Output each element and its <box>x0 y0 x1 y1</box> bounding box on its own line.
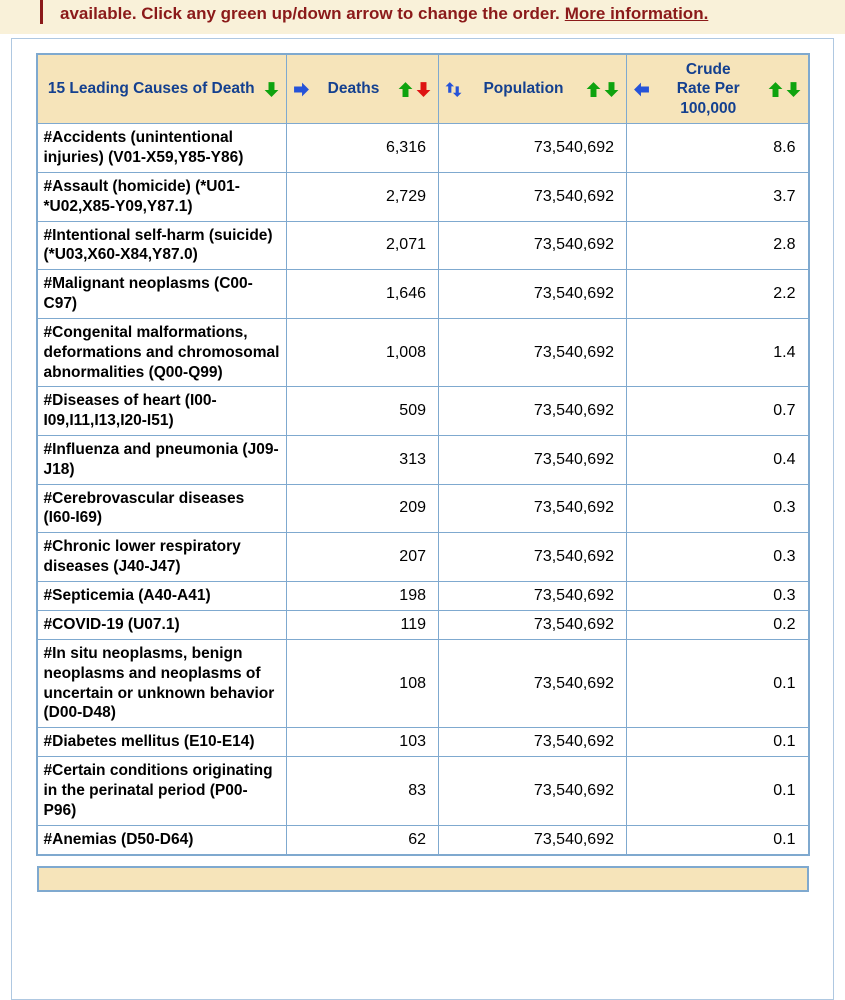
cause-cell: #Influenza and pneumonia (J09-J18) <box>37 435 287 484</box>
table-row <box>37 639 809 727</box>
deaths-cell: 313 <box>287 435 439 484</box>
table-row <box>37 610 809 639</box>
sort-deaths-descending-icon[interactable] <box>415 81 432 98</box>
move-rate-column-left-icon[interactable] <box>633 81 650 98</box>
deaths-cell: 209 <box>287 484 439 533</box>
deaths-cell: 509 <box>287 387 439 436</box>
table-row <box>37 221 809 270</box>
rate-cell: 2.2 <box>627 270 809 319</box>
population-cell: 73,540,692 <box>439 825 627 855</box>
deaths-cell: 198 <box>287 581 439 610</box>
population-cell: 73,540,692 <box>439 435 627 484</box>
deaths-cell: 6,316 <box>287 124 439 173</box>
sort-population-ascending-icon[interactable] <box>585 81 602 98</box>
deaths-cell: 108 <box>287 639 439 727</box>
swap-population-column-icon[interactable] <box>445 81 462 98</box>
table-row <box>37 172 809 221</box>
population-header-label: Population <box>483 80 564 98</box>
cause-cell: #Certain conditions originating in the perinatal period (P00-P96) <box>37 757 287 825</box>
header-causes <box>37 54 287 124</box>
sort-rate-ascending-icon[interactable] <box>767 81 784 98</box>
cause-cell: #Congenital malformations, deformations and chromosomal abnormalities (Q00-Q99) <box>37 318 287 386</box>
results-panel <box>11 38 834 1000</box>
rate-cell: 0.3 <box>627 533 809 582</box>
population-cell: 73,540,692 <box>439 728 627 757</box>
population-cell: 73,540,692 <box>439 484 627 533</box>
next-section-strip <box>37 866 809 892</box>
rate-cell: 8.6 <box>627 124 809 173</box>
cause-cell: #COVID-19 (U07.1) <box>37 610 287 639</box>
cause-cell: #Diseases of heart (I00-I09,I11,I13,I20-I51) <box>37 387 287 436</box>
rate-cell: 0.3 <box>627 484 809 533</box>
rate-cell: 1.4 <box>627 318 809 386</box>
rate-cell: 0.7 <box>627 387 809 436</box>
population-cell: 73,540,692 <box>439 270 627 319</box>
deaths-cell: 2,729 <box>287 172 439 221</box>
cause-cell: #Accidents (unintentional injuries) (V01-X59,Y85-Y86) <box>37 124 287 173</box>
table-row <box>37 757 809 825</box>
population-cell: 73,540,692 <box>439 318 627 386</box>
cause-cell: #Chronic lower respiratory diseases (J40-J47) <box>37 533 287 582</box>
table-row <box>37 124 809 173</box>
crude-rate-header-label: Crude Rate Per 100,000 <box>676 61 740 117</box>
rate-cell: 0.2 <box>627 610 809 639</box>
sort-causes-descending-icon[interactable] <box>263 81 280 98</box>
banner <box>0 0 845 34</box>
population-cell: 73,540,692 <box>439 172 627 221</box>
rate-cell: 0.1 <box>627 728 809 757</box>
header-row <box>37 54 809 124</box>
sort-population-descending-icon[interactable] <box>603 81 620 98</box>
header-deaths <box>287 54 439 124</box>
more-information-link[interactable]: More information. <box>564 4 709 23</box>
deaths-cell: 83 <box>287 757 439 825</box>
population-cell: 73,540,692 <box>439 757 627 825</box>
cause-cell: #Intentional self-harm (suicide) (*U03,X60-X84,Y87.0) <box>37 221 287 270</box>
rate-cell: 0.1 <box>627 757 809 825</box>
leading-causes-table <box>36 53 810 856</box>
population-cell: 73,540,692 <box>439 533 627 582</box>
rate-cell: 3.7 <box>627 172 809 221</box>
population-cell: 73,540,692 <box>439 387 627 436</box>
table-row <box>37 728 809 757</box>
move-deaths-column-right-icon[interactable] <box>293 81 310 98</box>
banner-text: available. Click any green up/down arrow to change the order. <box>60 4 560 23</box>
table-row <box>37 387 809 436</box>
rate-cell: 0.4 <box>627 435 809 484</box>
rate-cell: 0.1 <box>627 825 809 855</box>
table-row <box>37 318 809 386</box>
cause-cell: #Malignant neoplasms (C00-C97) <box>37 270 287 319</box>
cause-cell: #Cerebrovascular diseases (I60-I69) <box>37 484 287 533</box>
table-row <box>37 484 809 533</box>
deaths-cell: 103 <box>287 728 439 757</box>
sort-deaths-ascending-icon[interactable] <box>397 81 414 98</box>
causes-header-label: 15 Leading Causes of Death <box>47 80 255 98</box>
deaths-cell: 119 <box>287 610 439 639</box>
population-cell: 73,540,692 <box>439 581 627 610</box>
rate-cell: 0.3 <box>627 581 809 610</box>
population-cell: 73,540,692 <box>439 610 627 639</box>
population-cell: 73,540,692 <box>439 124 627 173</box>
deaths-header-label: Deaths <box>327 80 380 98</box>
sort-rate-descending-icon[interactable] <box>785 81 802 98</box>
table-row <box>37 435 809 484</box>
deaths-cell: 207 <box>287 533 439 582</box>
header-crude-rate <box>627 54 809 124</box>
deaths-cell: 62 <box>287 825 439 855</box>
cause-cell: #In situ neoplasms, benign neoplasms and neoplasms of uncertain or unknown behavior (D00-D48) <box>37 639 287 727</box>
cause-cell: #Septicemia (A40-A41) <box>37 581 287 610</box>
table-row <box>37 533 809 582</box>
table-row <box>37 581 809 610</box>
table-row <box>37 825 809 855</box>
cause-cell: #Anemias (D50-D64) <box>37 825 287 855</box>
cause-cell: #Assault (homicide) (*U01-*U02,X85-Y09,Y87.1) <box>37 172 287 221</box>
deaths-cell: 1,008 <box>287 318 439 386</box>
deaths-cell: 2,071 <box>287 221 439 270</box>
population-cell: 73,540,692 <box>439 221 627 270</box>
rate-cell: 0.1 <box>627 639 809 727</box>
banner-left-border <box>40 0 43 24</box>
table-row <box>37 270 809 319</box>
cause-cell: #Diabetes mellitus (E10-E14) <box>37 728 287 757</box>
rate-cell: 2.8 <box>627 221 809 270</box>
header-population <box>439 54 627 124</box>
population-cell: 73,540,692 <box>439 639 627 727</box>
deaths-cell: 1,646 <box>287 270 439 319</box>
table-body <box>37 124 809 855</box>
